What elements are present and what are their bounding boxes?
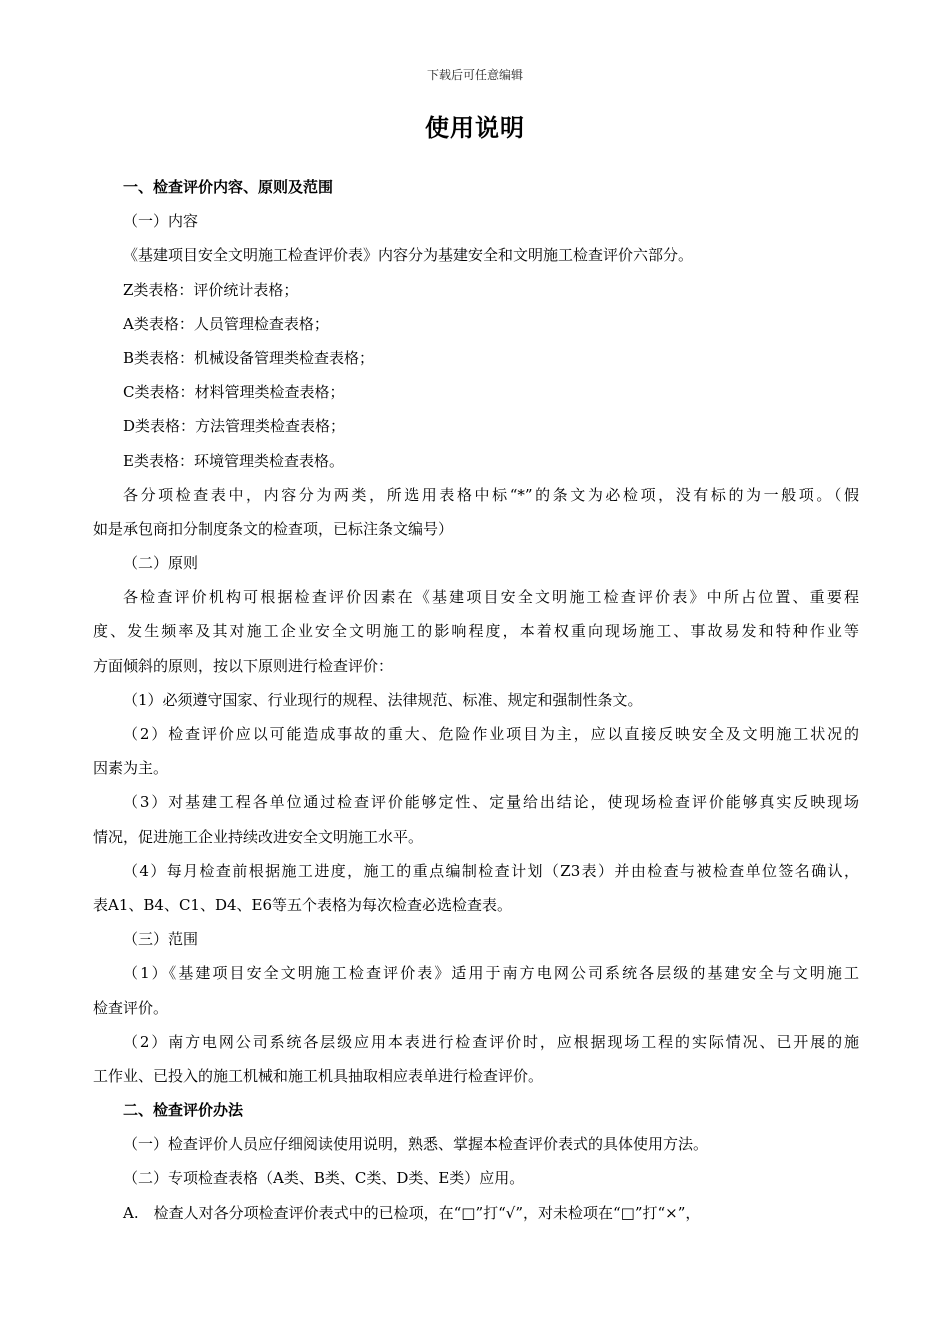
- list-item: 工作业、已投入的施工机械和施工机具抽取相应表单进行检查评价。: [93, 1066, 544, 1085]
- table-type-item: E类表格：环境管理类检查表格。: [123, 451, 344, 470]
- subheading: （一）内容: [123, 212, 199, 231]
- list-item: （1）《基建项目安全文明施工检查评价表》适用于南方电网公司系统各层级的基建安全与文明施工: [123, 964, 859, 983]
- table-type-item: A类表格：人员管理检查表格；: [123, 314, 329, 333]
- section-heading: 一、检查评价内容、原则及范围: [123, 178, 334, 196]
- paragraph: 各分项检查表中，内容分为两类，所选用表格中标“*”的条文为必检项，没有标的为一般项。（假: [123, 485, 859, 504]
- table-type-item: C类表格：材料管理类检查表格；: [123, 383, 345, 402]
- page-header: 下载后可任意编辑: [426, 68, 523, 82]
- paragraph: （一）检查评价人员应仔细阅读使用说明，熟悉、掌握本检查评价表式的具体使用方法。: [123, 1135, 709, 1154]
- list-item: （4）每月检查前根据施工进度，施工的重点编制检查计划（Z3表）并由检查与被检查单位签名确认，: [123, 861, 859, 880]
- paragraph: 各检查评价机构可根据检查评价因素在《基建项目安全文明施工检查评价表》中所占位置、重要程: [123, 588, 859, 607]
- paragraph: 方面倾斜的原则，按以下原则进行检查评价：: [93, 656, 394, 675]
- list-item: 表A1、B4、C1、D4、E6等五个表格为每次检查必选检查表。: [93, 895, 513, 914]
- paragraph: 如是承包商扣分制度条文的检查项，已标注条文编号）: [93, 519, 454, 538]
- list-item: （2）南方电网公司系统各层级应用本表进行检查评价时，应根据现场工程的实际情况、已开展的施: [123, 1032, 859, 1051]
- list-item: （3）对基建工程各单位通过检查评价能够定性、定量给出结论，使现场检查评价能够真实反映现场: [123, 793, 859, 812]
- table-type-item: Z类表格：评价统计表格；: [123, 280, 299, 299]
- paragraph: （二）专项检查表格（A类、B类、C类、D类、E类）应用。: [123, 1169, 525, 1188]
- list-item: 因素为主。: [93, 759, 169, 778]
- list-item: （2）检查评价应以可能造成事故的重大、危险作业项目为主，应以直接反映安全及文明施工状况的: [123, 725, 859, 743]
- paragraph: 度、发生频率及其对施工企业安全文明施工的影响程度，本着权重向现场施工、事故易发和特种作业等: [93, 622, 859, 641]
- table-type-item: D类表格：方法管理类检查表格；: [123, 417, 346, 436]
- list-item: 检查评价。: [93, 998, 169, 1017]
- list-item: 情况，促进施工企业持续改进安全文明施工水平。: [93, 827, 424, 846]
- subheading: （三）范围: [123, 930, 199, 949]
- subheading: （二）原则: [123, 554, 199, 573]
- table-type-item: B类表格：机械设备管理类检查表格；: [123, 348, 375, 367]
- list-item: （1）必须遵守国家、行业现行的规程、法律规范、标准、规定和强制性条文。: [123, 690, 643, 709]
- document-body: [93, 170, 859, 1230]
- page-title: 使用说明: [425, 114, 525, 142]
- section-heading: 二、检查评价办法: [123, 1101, 244, 1120]
- paragraph: A. 检查人对各分项检查评价表式中的已检项，在“□”打“√”，对未检项在“□”打“×”，: [123, 1203, 701, 1222]
- paragraph: 《基建项目安全文明施工检查评价表》内容分为基建安全和文明施工检查评价六部分。: [123, 246, 694, 265]
